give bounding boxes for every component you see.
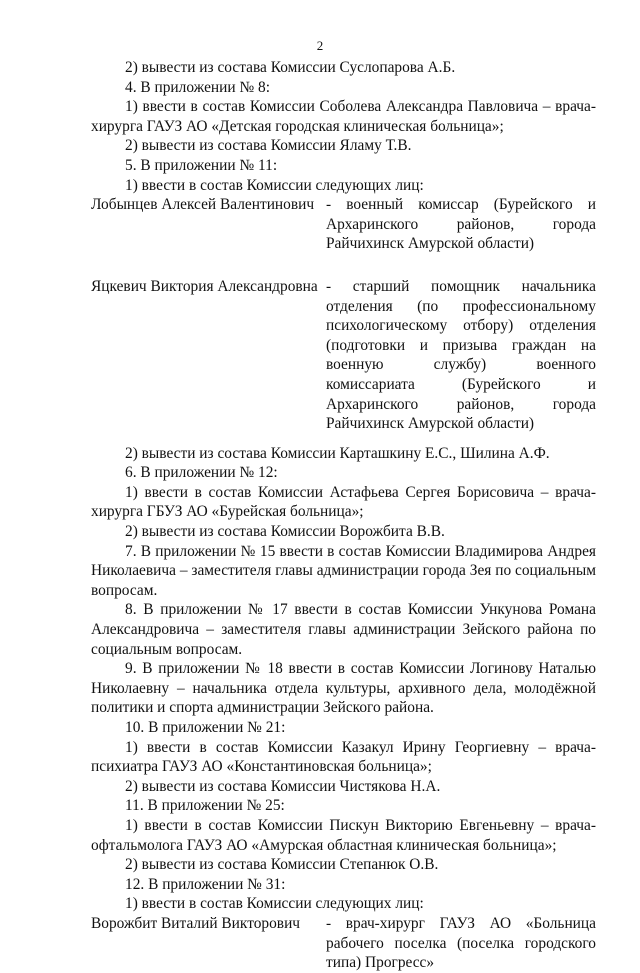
paragraph: 5. В приложении № 11:: [125, 156, 278, 174]
paragraph: 2) вывести из состава Комиссии Яламу Т.В.: [125, 137, 412, 155]
paragraph: 11. В приложении № 25:: [125, 797, 285, 815]
paragraph: 2) вывести из состава Комиссии Суслопарова А.Б.: [125, 59, 456, 76]
paragraph: 2) вывести из состава Комиссии Степанюк О.В.: [125, 856, 439, 874]
person-entry: [91, 277, 596, 434]
page-number: 2: [316, 38, 324, 53]
paragraph: 1) ввести в состав Комиссии Пискун Викторию Евгеньевну – врача-офтальмолога ГАУЗ АО «Амурская областная клиническая больница»;: [91, 816, 596, 854]
paragraph: 1) ввести в состав Комиссии следующих лиц:: [125, 895, 424, 913]
person-description: - врач-хирург ГАУЗ АО «Больница рабочего поселка (поселка городского типа) Прогресс»: [326, 914, 596, 972]
paragraph: 6. В приложении № 12:: [125, 464, 278, 482]
paragraph: 9. В приложении № 18 ввести в состав Комиссии Логинову Наталью Николаевну – начальника отдела культуры, архивного дела, молодёжной политики и спорта администрации Зейского района.: [91, 660, 596, 717]
paragraph: 1) ввести в состав Комиссии Астафьева Сергея Борисовича – врача-хирурга ГБУЗ АО «Бурейская больница»;: [91, 483, 596, 521]
person-description: - старший помощник начальника отделения (по профессиональному психологическому отбору) отделения (подготовки и призыва граждан на военную службу) военного комиссариата (Бурейского и Архаринского районов, города Райчихинск Амурской области): [326, 277, 596, 433]
paragraph: 12. В приложении № 31:: [125, 875, 286, 893]
document-body: [91, 58, 596, 973]
paragraph: 1) ввести в состав Комиссии Казакул Ирину Георгиевну – врача-психиатра ГАУЗ АО «Константиновская больница»;: [91, 738, 596, 776]
paragraph: 2) вывести из состава Комиссии Карташкину Е.С., Шилина А.Ф.: [125, 444, 550, 462]
paragraph: 10. В приложении № 21:: [125, 719, 286, 736]
paragraph: 4. В приложении № 8:: [125, 78, 270, 96]
paragraph: 8. В приложении № 17 ввести в состав Комиссии Ункунова Романа Александровича – заместителя главы администрации Зейского района по социальным вопросам.: [91, 601, 596, 658]
paragraph: 1) ввести в состав Комиссии следующих лиц:: [125, 176, 424, 194]
person-entry: [91, 914, 596, 973]
person-name: Ворожбит Виталий Викторович: [91, 914, 301, 932]
person-name: Яцкевич Виктория Александровна: [91, 277, 318, 295]
person-name: Лобынцев Алексей Валентинович: [91, 196, 315, 214]
paragraph: 7. В приложении № 15 ввести в состав Комиссии Владимирова Андрея Николаевича – заместителя главы администрации города Зея по социальным вопросам.: [91, 542, 596, 599]
paragraph: 1) ввести в состав Комиссии Соболева Александра Павловича – врача-хирурга ГАУЗ АО «Детская городская клиническая больница»;: [91, 98, 596, 135]
person-description: - военный комиссар (Бурейского и Архаринского районов, города Райчихинск Амурской области): [326, 196, 596, 253]
person-entry: [91, 195, 596, 254]
paragraph: 2) вывести из состава Комиссии Ворожбита В.В.: [125, 523, 445, 541]
paragraph: 2) вывести из состава Комиссии Чистякова Н.А.: [125, 777, 441, 795]
